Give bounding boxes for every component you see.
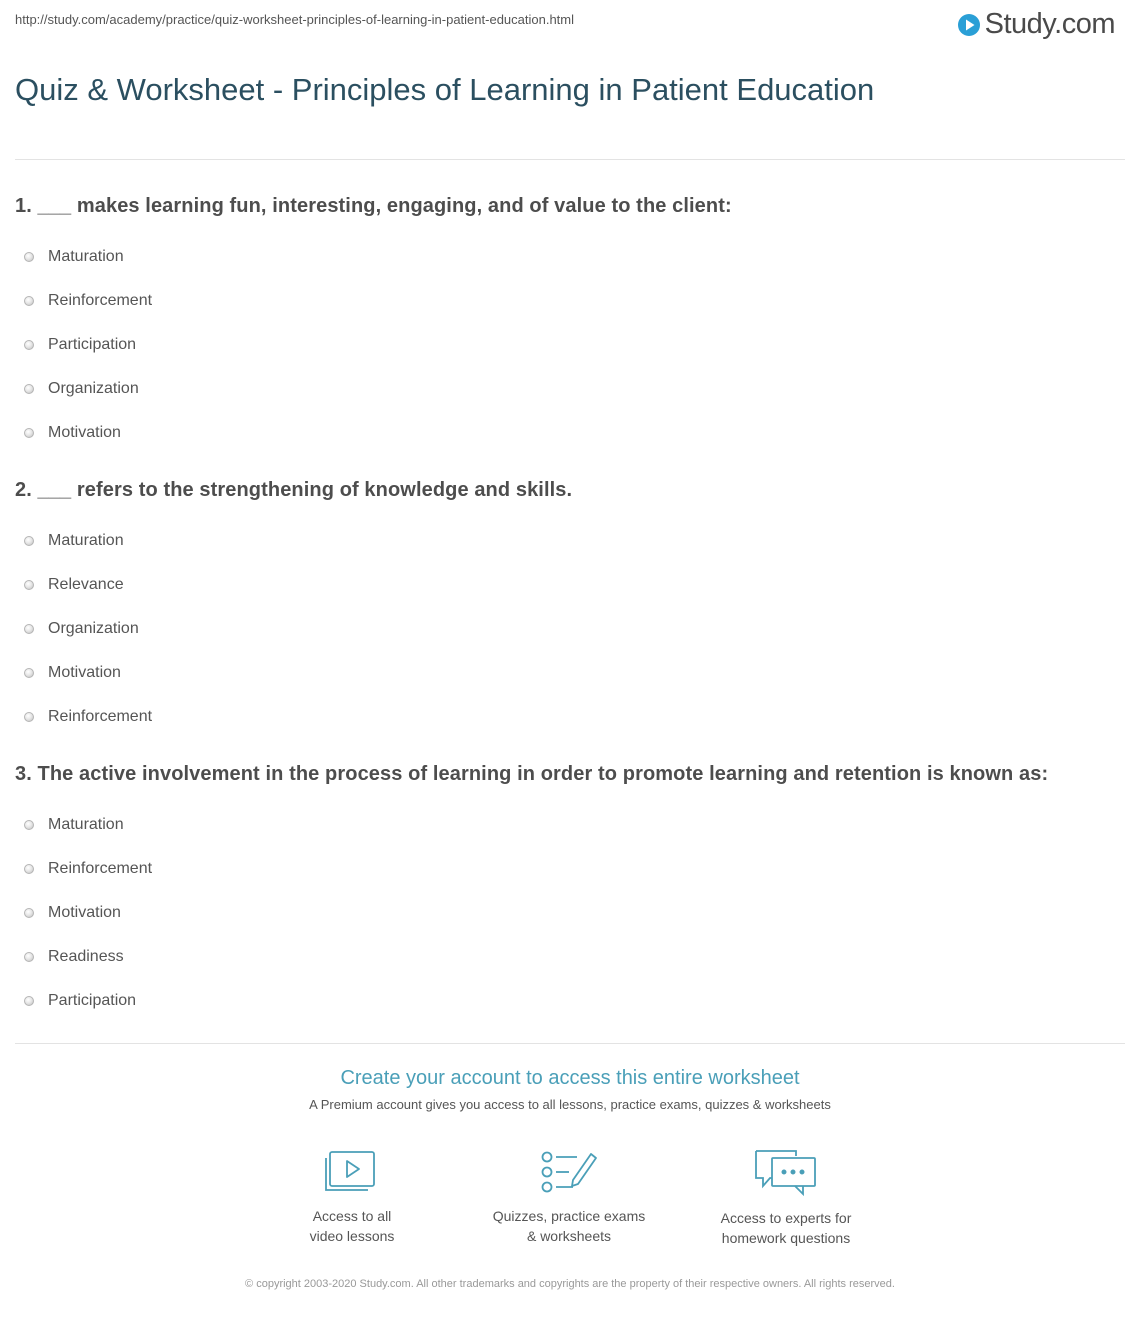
radio-button[interactable] [24, 580, 34, 590]
option-label: Organization [48, 620, 139, 637]
answer-option[interactable] [15, 563, 1125, 607]
answer-option[interactable] [15, 235, 1125, 279]
answer-option[interactable] [15, 935, 1125, 979]
question-1 [15, 193, 1125, 455]
answer-option[interactable] [15, 607, 1125, 651]
answer-option[interactable] [15, 979, 1125, 1023]
radio-button[interactable] [24, 820, 34, 830]
question-text: 3. The active involvement in the process of learning in order to promote learning and retention is known as: [15, 763, 1049, 785]
study-logo[interactable] [957, 8, 1115, 41]
option-label: Reinforcement [48, 708, 153, 725]
option-label: Maturation [48, 248, 124, 265]
question-2 [15, 477, 1125, 739]
feature-quizzes [469, 1148, 669, 1246]
radio-button[interactable] [24, 252, 34, 262]
option-label: Motivation [48, 424, 121, 441]
option-label: Maturation [48, 532, 124, 549]
play-logo-icon [957, 13, 981, 37]
radio-button[interactable] [24, 952, 34, 962]
answer-options [15, 803, 1125, 1023]
option-label: Maturation [48, 816, 124, 833]
answer-option[interactable] [15, 519, 1125, 563]
question-text: 2. ___ refers to the strengthening of knowledge and skills. [15, 479, 573, 501]
quiz-checklist-icon [539, 1148, 599, 1196]
create-account-link[interactable]: Create your account to access this entire worksheet [340, 1067, 800, 1089]
answer-option[interactable] [15, 411, 1125, 455]
copyright-text: © copyright 2003-2020 Study.com. All other trademarks and copyrights are the property of their respective owners. All rights reserved. [245, 1278, 895, 1290]
answer-option[interactable] [15, 847, 1125, 891]
option-label: Reinforcement [48, 292, 153, 309]
question-text: 1. ___ makes learning fun, interesting, engaging, and of value to the client: [15, 195, 732, 217]
radio-button[interactable] [24, 384, 34, 394]
answer-options [15, 235, 1125, 455]
title-divider [15, 159, 1125, 160]
option-label: Participation [48, 336, 137, 353]
radio-button[interactable] [24, 536, 34, 546]
answer-option[interactable] [15, 323, 1125, 367]
logo-text: Study.com [984, 8, 1115, 40]
answer-option[interactable] [15, 803, 1125, 847]
video-lesson-icon [324, 1148, 380, 1196]
page-url: http://study.com/academy/practice/quiz-worksheet-principles-of-learning-in-patient-education.html [15, 12, 575, 27]
option-label: Relevance [48, 576, 124, 593]
feature-label-line: homework questions [721, 1230, 851, 1246]
answer-option[interactable] [15, 651, 1125, 695]
chat-bubbles-icon [753, 1148, 819, 1198]
radio-button[interactable] [24, 864, 34, 874]
radio-button[interactable] [24, 996, 34, 1006]
option-label: Reinforcement [48, 860, 153, 877]
radio-button[interactable] [24, 296, 34, 306]
feature-experts [686, 1148, 886, 1248]
option-label: Motivation [48, 664, 121, 681]
option-label: Readiness [48, 948, 124, 965]
answer-option[interactable] [15, 695, 1125, 739]
feature-label-line: Quizzes, practice exams [492, 1208, 646, 1224]
answer-options [15, 519, 1125, 739]
option-label: Participation [48, 992, 137, 1009]
radio-button[interactable] [24, 712, 34, 722]
feature-label-line: Access to all [312, 1208, 392, 1224]
answer-option[interactable] [15, 891, 1125, 935]
option-label: Organization [48, 380, 139, 397]
radio-button[interactable] [24, 340, 34, 350]
feature-label-line: Access to experts for [720, 1210, 852, 1226]
answer-option[interactable] [15, 367, 1125, 411]
page-title: Quiz & Worksheet - Principles of Learning in Patient Education [15, 72, 875, 107]
answer-option[interactable] [15, 279, 1125, 323]
question-3 [15, 761, 1125, 1023]
radio-button[interactable] [24, 908, 34, 918]
radio-button[interactable] [24, 428, 34, 438]
feature-label-line: video lessons [309, 1228, 395, 1244]
feature-video-lessons [252, 1148, 452, 1246]
radio-button[interactable] [24, 624, 34, 634]
cta-subtitle: A Premium account gives you access to all lessons, practice exams, quizzes & worksheets [309, 1097, 831, 1112]
option-label: Motivation [48, 904, 121, 921]
cta-divider [15, 1043, 1125, 1044]
radio-button[interactable] [24, 668, 34, 678]
feature-label-line: & worksheets [526, 1228, 612, 1244]
